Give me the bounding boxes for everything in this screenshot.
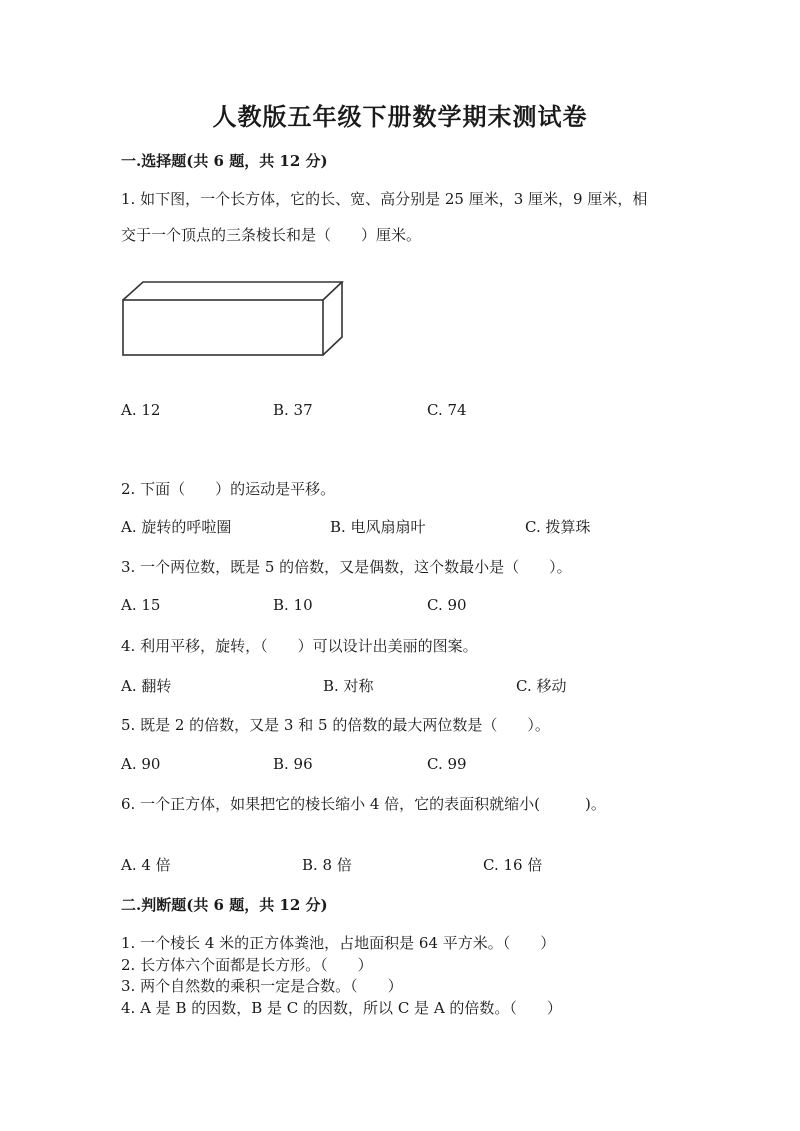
question-2: 2. 下面（ ）的运动是平移。 <box>121 480 336 498</box>
q3-option-a: A. 15 <box>121 596 161 614</box>
q5-option-a: A. 90 <box>121 755 161 773</box>
q6-option-c: C. 16 倍 <box>483 856 543 874</box>
question-6: 6. 一个正方体，如果把它的棱长缩小 4 倍，它的表面积就缩小( )。 <box>121 795 606 813</box>
q5-option-b: B. 96 <box>273 755 313 773</box>
question-5: 5. 既是 2 的倍数，又是 3 和 5 的倍数的最大两位数是（ ）。 <box>121 716 550 734</box>
tf-question-2: 2. 长方体六个面都是长方形。（ ） <box>121 956 373 974</box>
q1-option-a: A. 12 <box>121 401 161 419</box>
section-heading-true-false: 二.判断题(共 6 题，共 12 分) <box>121 896 328 914</box>
q2-option-b: B. 电风扇扇叶 <box>330 518 426 536</box>
section-heading-choice: 一.选择题(共 6 题，共 12 分) <box>121 152 328 170</box>
q1-option-c: C. 74 <box>427 401 467 419</box>
q4-option-c: C. 移动 <box>516 677 567 695</box>
q4-option-b: B. 对称 <box>323 677 374 695</box>
question-1-line-2: 交于一个顶点的三条棱长和是（ ）厘米。 <box>121 226 422 244</box>
tf-question-4: 4. A 是 B 的因数，B 是 C 的因数，所以 C 是 A 的倍数。（ ） <box>121 999 562 1017</box>
q6-option-b: B. 8 倍 <box>302 856 352 874</box>
question-4: 4. 利用平移，旋转，（ ）可以设计出美丽的图案。 <box>121 637 478 655</box>
question-1-line-1: 1. 如下图，一个长方体，它的长、宽、高分别是 25 厘米，3 厘米，9 厘米，相 <box>121 190 648 208</box>
q3-option-b: B. 10 <box>273 596 313 614</box>
q2-option-c: C. 拨算珠 <box>525 518 591 536</box>
q5-option-c: C. 99 <box>427 755 467 773</box>
cuboid-figure <box>121 279 345 359</box>
tf-question-3: 3. 两个自然数的乘积一定是合数。（ ） <box>121 977 403 995</box>
q1-option-b: B. 37 <box>273 401 313 419</box>
page-title: 人教版五年级下册数学期末测试卷 <box>212 102 588 131</box>
q6-option-a: A. 4 倍 <box>121 856 171 874</box>
question-3: 3. 一个两位数，既是 5 的倍数，又是偶数，这个数最小是（ ）。 <box>121 558 572 576</box>
q4-option-a: A. 翻转 <box>121 677 172 695</box>
tf-question-1: 1. 一个棱长 4 米的正方体粪池，占地面积是 64 平方米。（ ） <box>121 934 556 952</box>
q2-option-a: A. 旋转的呼啦圈 <box>121 518 232 536</box>
q3-option-c: C. 90 <box>427 596 467 614</box>
